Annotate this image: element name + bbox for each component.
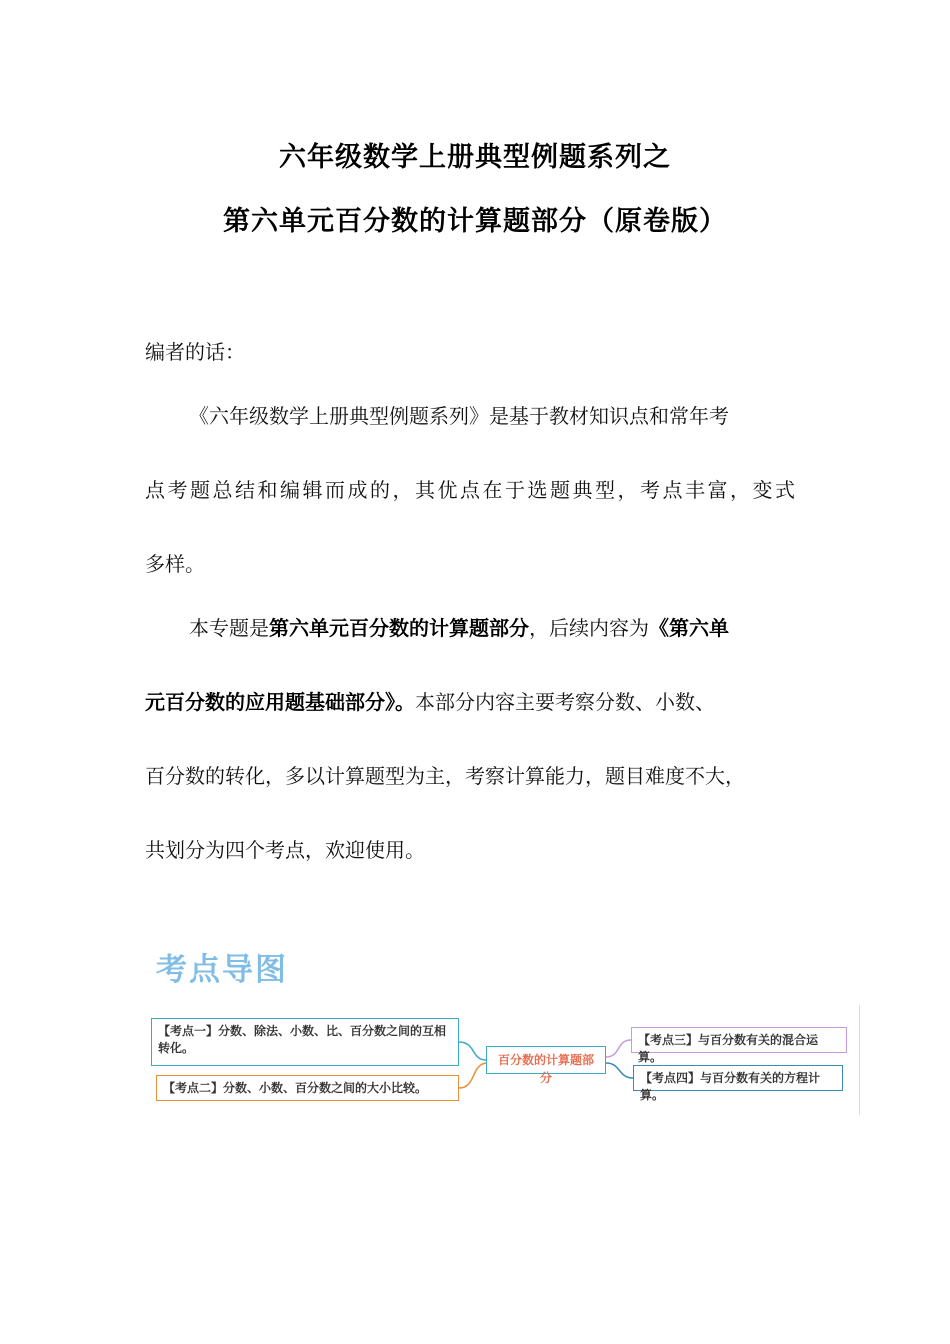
editor-note-heading: 编者的话： (145, 340, 245, 364)
connector-node1 (459, 1042, 486, 1060)
topic-paragraph-line1 (189, 612, 729, 641)
mindmap-image-edge (859, 1005, 860, 1115)
mindmap-title: 考点导图 (156, 952, 288, 988)
connector-node4 (606, 1063, 633, 1078)
editor-note (145, 336, 810, 876)
mindmap-diagram (146, 1005, 860, 1115)
connector-node2 (459, 1063, 486, 1088)
topic-content-desc: 本部分内容主要考察分数、小数、 (415, 690, 715, 714)
mindmap-center-node: 百分数的计算题部分 (486, 1046, 606, 1074)
intro-paragraph-line3: 多样。 (145, 552, 205, 576)
mindmap-node-point4: 【考点四】与百分数有关的方程计算。 (633, 1065, 843, 1091)
topic-followup-label: ，后续内容为 (529, 616, 649, 640)
mindmap-node-point3: 【考点三】与百分数有关的混合运算。 (631, 1027, 847, 1053)
mindmap-node-point2: 【考点二】分数、小数、百分数之间的大小比较。 (156, 1075, 459, 1101)
document-title-line2: 第六单元百分数的计算题部分（原卷版） (223, 206, 727, 237)
topic-current-unit: 第六单元百分数的计算题部分 (269, 616, 529, 640)
topic-prefix: 本专题是 (189, 616, 269, 640)
document-title-line1: 六年级数学上册典型例题系列之 (279, 142, 671, 173)
mindmap-node-point1: 【考点一】分数、除法、小数、比、百分数之间的互相转化。 (151, 1018, 459, 1066)
intro-paragraph-line2: 点考题总结和编辑而成的，其优点在于选题典型，考点丰富，变式 (145, 478, 795, 502)
topic-paragraph-line3: 百分数的转化，多以计算题型为主，考察计算能力，题目难度不大， (145, 764, 745, 788)
topic-next-unit-end: 元百分数的应用题基础部分》。 (145, 690, 415, 714)
intro-paragraph-line1: 《六年级数学上册典型例题系列》是基于教材知识点和常年考 (189, 404, 729, 428)
topic-paragraph-line2 (145, 686, 715, 715)
topic-next-unit-start: 《第六单 (649, 616, 729, 640)
topic-paragraph-line4: 共划分为四个考点，欢迎使用。 (145, 838, 425, 862)
connector-node3 (606, 1040, 631, 1057)
